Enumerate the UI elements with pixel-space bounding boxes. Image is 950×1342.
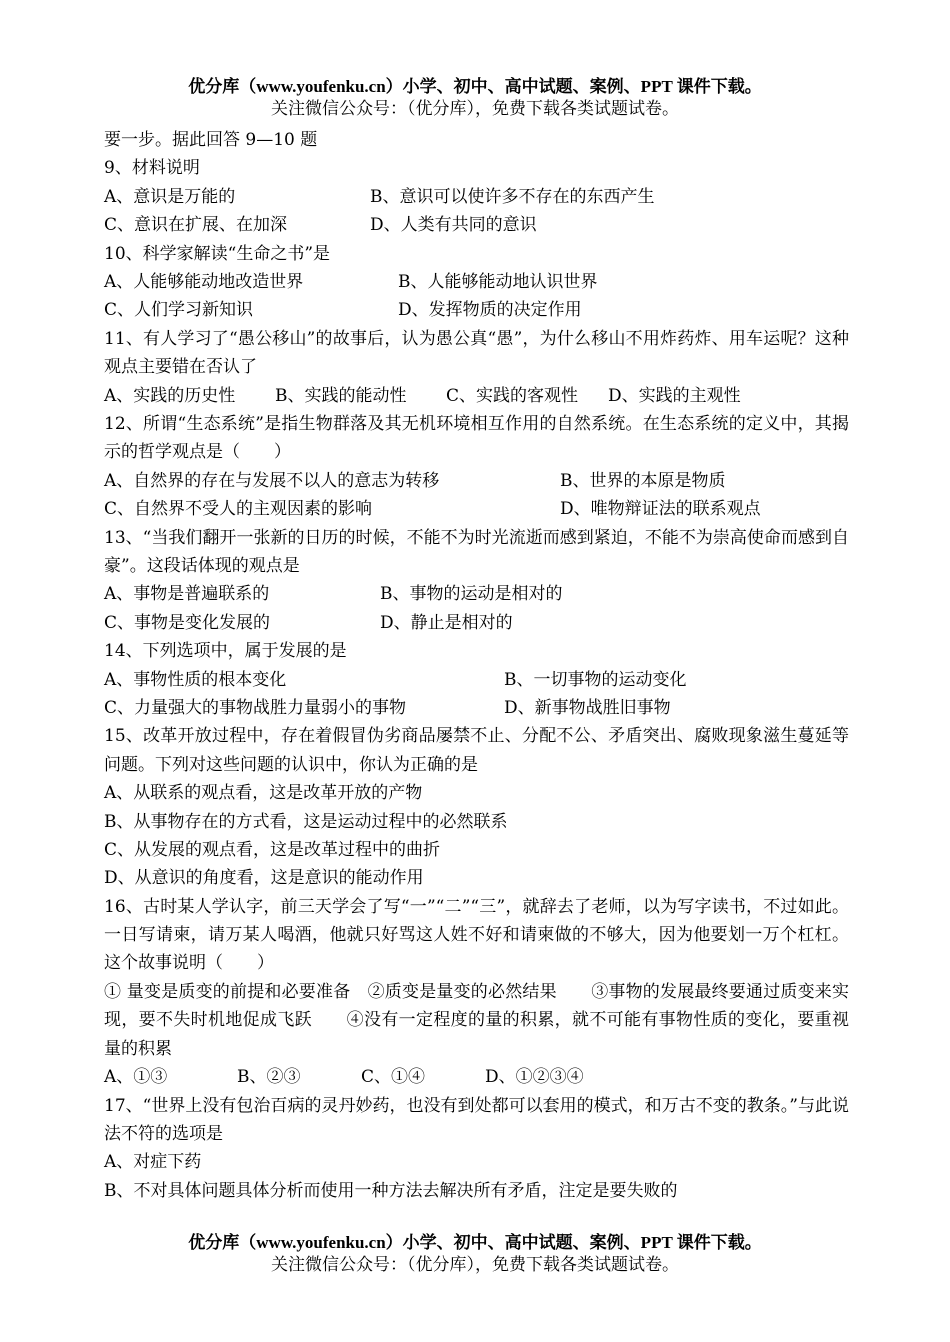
q12-option-d: D、唯物辩证法的联系观点 [560,499,761,520]
q14-options-cd [104,694,849,722]
q16-option-d: D、①②③④ [485,1067,584,1088]
q12-option-a: A、自然界的存在与发展不以人的意志为转移 [104,470,440,491]
q9-option-d: D、人类有共同的意识 [370,215,537,236]
q16-option-a: A、①③ [104,1067,168,1088]
q14-stem: 14、下列选项中，属于发展的是 [104,641,347,662]
q12-stem: 12、所谓“生态系统”是指生物群落及其无机环境相互作用的自然系统。在生态系统的定义中，其揭示的哲学观点是（ ） [104,413,849,463]
header-site-line: 优分库（www.youfenku.cn）小学、初中、高中试题、案例、PPT 课件下载。 [188,77,762,96]
q13-option-c: C、事物是变化发展的 [104,612,271,633]
q15-stem: 15、改革开放过程中，存在着假冒伪劣商品屡禁不止、分配不公、矛盾突出、腐败现象滋生蔓延等问题。下列对这些问题的认识中，你认为正确的是 [104,726,849,775]
intro-text: 要一步。据此回答 9—10 题 [104,130,318,150]
q10-option-b: B、人能够能动地认识世界 [398,271,598,292]
header-top [0,76,950,120]
q17-option-b: B、不对具体问题具体分析而使用一种方法去解决所有矛盾，注定是要失败的 [104,1180,678,1201]
q13-options-cd [104,609,849,637]
q10-option-d: D、发挥物质的决定作用 [398,300,582,321]
q10-option-c: C、人们学习新知识 [104,300,254,321]
q11-options [104,382,849,410]
q9-options-ab [104,183,849,211]
question-body [104,126,849,1205]
q11-option-d: D、实践的主观性 [608,385,741,406]
q12-option-c: C、自然界不受人的主观因素的影响 [104,499,373,520]
q14-option-d: D、新事物战胜旧事物 [504,697,671,718]
q16-option-c: C、①④ [361,1067,426,1088]
q14-options-ab [104,666,849,694]
q17-option-a: A、对症下药 [104,1152,202,1173]
footer [0,1232,950,1276]
q9-option-b: B、意识可以使许多不存在的东西产生 [370,186,655,207]
q10-options-ab [104,268,849,296]
q11-stem: 11、有人学习了“愚公移山”的故事后，认为愚公真“愚”，为什么移山不用炸药炸、用车运呢？这种观点主要错在否认了 [104,328,849,378]
q15-option-d: D、从意识的角度看，这是意识的能动作用 [104,868,424,889]
q9-options-cd [104,211,849,239]
q13-option-d: D、静止是相对的 [380,612,513,633]
q16-options [104,1063,849,1091]
q13-stem: 13、“当我们翻开一张新的日历的时候，不能不为时光流逝而感到紧迫，不能不为崇高使命而感到自豪”。这段话体现的观点是 [104,527,849,576]
q13-option-a: A、事物是普遍联系的 [104,584,270,605]
q16-option-b: B、②③ [237,1067,301,1088]
q9-option-c: C、意识在扩展、在加深 [104,215,288,236]
q17-stem: 17、“世界上没有包治百病的灵丹妙药，也没有到处都可以套用的模式，和万古不变的教条。”与此说法不符的选项是 [104,1095,849,1144]
q11-option-b: B、实践的能动性 [275,385,407,406]
footer-site-line: 优分库（www.youfenku.cn）小学、初中、高中试题、案例、PPT 课件下载。 [188,1233,762,1252]
q9-stem: 9、材料说明 [104,158,200,179]
q12-options-cd [104,495,849,523]
q15-option-b: B、从事物存在的方式看，这是运动过程中的必然联系 [104,811,508,832]
q10-stem: 10、科学家解读“生命之书”是 [104,243,331,264]
header-wechat-line: 关注微信公众号：（优分库），免费下载各类试题试卷。 [271,99,679,119]
q14-option-b: B、一切事物的运动变化 [504,669,687,690]
q10-option-a: A、人能够能动地改造世界 [104,271,304,292]
q13-options-ab [104,580,849,608]
q12-option-b: B、世界的本原是物质 [560,470,726,491]
q11-option-a: A、实践的历史性 [104,385,236,406]
q16-stem: 16、古时某人学认字，前三天学会了写“一”“二”“三”，就辞去了老师，以为写字读书，不过如此。一日写请柬，请万某人喝酒，他就只好骂这人姓不好和请柬做的不够大，因为他要划一万个杠杠。这个故事说明（ ） [104,896,849,974]
q15-option-a: A、从联系的观点看，这是改革开放的产物 [104,783,423,804]
q11-option-c: C、实践的客观性 [446,385,579,406]
footer-wechat-line: 关注微信公众号：（优分库），免费下载各类试题试卷。 [271,1255,679,1275]
q15-option-c: C、从发展的观点看，这是改革过程中的曲折 [104,839,441,860]
q9-option-a: A、意识是万能的 [104,186,236,207]
q14-option-a: A、事物性质的根本变化 [104,669,287,690]
q14-option-c: C、力量强大的事物战胜力量弱小的事物 [104,697,407,718]
q10-options-cd [104,296,849,324]
q12-options-ab [104,467,849,495]
q16-statements: ① 量变是质变的前提和必要准备 ②质变是量变的必然结果 ③事物的发展最终要通过质变来实现，要不失时机地促成飞跃 ④没有一定程度的量的积累，就不可能有事物性质的变化，要重视量的积累 [104,981,849,1059]
q13-option-b: B、事物的运动是相对的 [380,584,563,605]
